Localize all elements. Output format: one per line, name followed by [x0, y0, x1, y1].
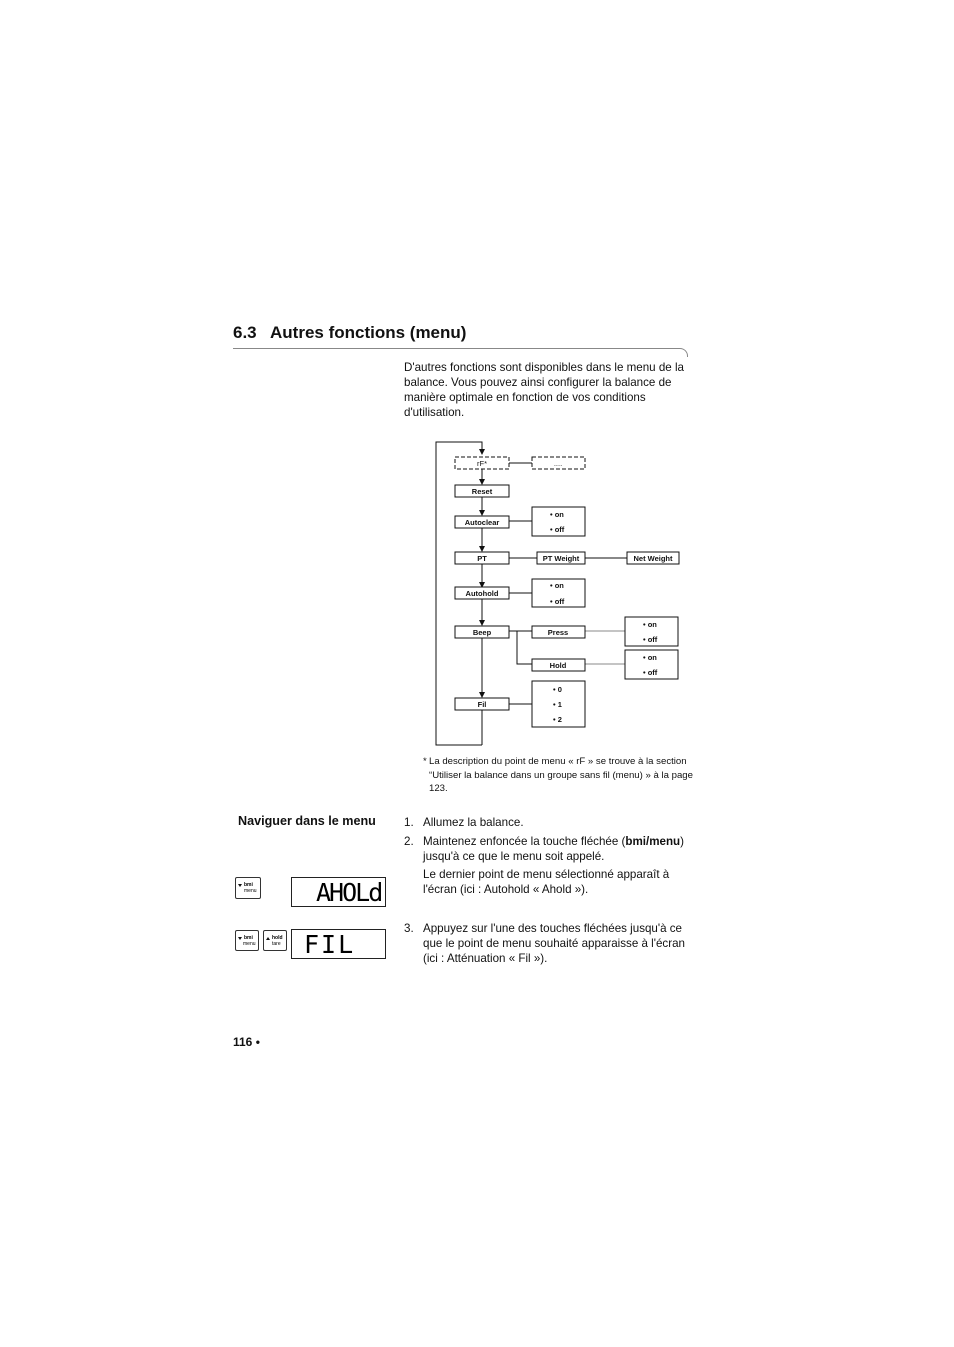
label-fil-2: • 2 [553, 715, 562, 724]
step-1-number: 1. [404, 816, 414, 829]
step-2-note [404, 867, 690, 897]
menu-key-top-label: bmi [244, 882, 253, 888]
step-2-text-after: ) jusqu'à ce que le menu soit appelé. [423, 835, 685, 863]
label-autohold-on: • on [550, 581, 564, 590]
label-fil-0: • 0 [553, 685, 562, 694]
menu-key-glyph [236, 878, 260, 898]
label-pt-weight: PT Weight [542, 554, 580, 563]
footnote [423, 755, 693, 796]
link-beep-hold [517, 631, 532, 664]
lcd-ahold-glyph [292, 878, 385, 906]
lcd-fil-glyph [292, 930, 385, 958]
menu-key-icon-2 [235, 930, 259, 951]
lcd-text-ahold: AHOLd [316, 878, 382, 906]
section-title: Autres fonctions (menu) [270, 323, 467, 342]
step-2-text [404, 834, 690, 864]
step-3-number: 3. [404, 922, 414, 935]
footnote-marker: * [423, 756, 427, 767]
lcd-display-ahold [291, 877, 386, 907]
heading-rule [233, 348, 679, 349]
heading-rule-corner [679, 348, 688, 357]
label-rf-sub: .... [553, 459, 563, 468]
label-rf: rF* [477, 459, 487, 468]
label-fil-1: • 1 [553, 700, 562, 709]
menu-key-2-bottom-label: menu [243, 941, 256, 947]
hold-key-top-label: hold [272, 935, 283, 941]
page-number: 116 • [233, 1035, 260, 1049]
label-fil: Fil [477, 700, 487, 709]
menu-key-2-top-label: bmi [244, 935, 253, 941]
footnote-text: La description du point de menu « rF » se trouve à la section “Utiliser la balance dans un groupe sans fil (menu) » à la page 123. [429, 756, 693, 794]
label-reset: Reset [471, 487, 493, 496]
step-2 [404, 834, 690, 864]
step-1-text: Allumez la balance. [423, 816, 524, 829]
label-autohold-off: • off [550, 597, 565, 606]
label-beep: Beep [472, 628, 492, 637]
hold-key-glyph [264, 931, 286, 950]
label-press: Press [547, 628, 569, 637]
step-2-number: 2. [404, 835, 414, 848]
step-1 [404, 815, 690, 830]
label-hold: Hold [549, 661, 567, 670]
step-2-text-before: Maintenez enfoncée la touche fléchée ( [423, 835, 626, 848]
section-number: 6.3 [233, 323, 257, 342]
intro-paragraph: D'autres fonctions sont disponibles dans le menu de la balance. Vous pouvez ainsi configurer la balance de manière optimale en fonction de vos conditions d'utilisation. [404, 361, 684, 419]
step-2-key-name: bmi/menu [625, 835, 681, 848]
menu-diagram [420, 436, 690, 751]
menu-key-icon [235, 877, 261, 899]
label-autohold: Autohold [465, 589, 499, 598]
label-hold-off: • off [643, 668, 658, 677]
lcd-text-fil: FIL [304, 930, 356, 958]
step-3 [404, 921, 690, 966]
label-press-off: • off [643, 635, 658, 644]
step-3-text: Appuyez sur l'une des touches fléchées jusqu'à ce que le point de menu souhaité apparaisse à l'écran (ici : Atténuation « Fil »). [423, 922, 685, 965]
label-autoclear-on: • on [550, 510, 564, 519]
lcd-display-fil [291, 929, 386, 959]
hold-key-bottom-label: tare [272, 941, 281, 947]
section-heading [233, 323, 466, 343]
label-autoclear: Autoclear [464, 518, 500, 527]
label-autoclear-off: • off [550, 525, 565, 534]
menu-key-glyph-2 [236, 931, 258, 950]
label-hold-on: • on [643, 653, 657, 662]
label-press-on: • on [643, 620, 657, 629]
hold-key-icon [263, 930, 287, 951]
label-net-weight: Net Weight [633, 554, 673, 563]
menu-key-bottom-label: menu [244, 888, 257, 894]
navigate-heading: Naviguer dans le menu [238, 814, 376, 828]
step-2-note-text: Le dernier point de menu sélectionné apparaît à l'écran (ici : Autohold « Ahold »). [423, 868, 670, 896]
label-pt: PT [477, 554, 487, 563]
